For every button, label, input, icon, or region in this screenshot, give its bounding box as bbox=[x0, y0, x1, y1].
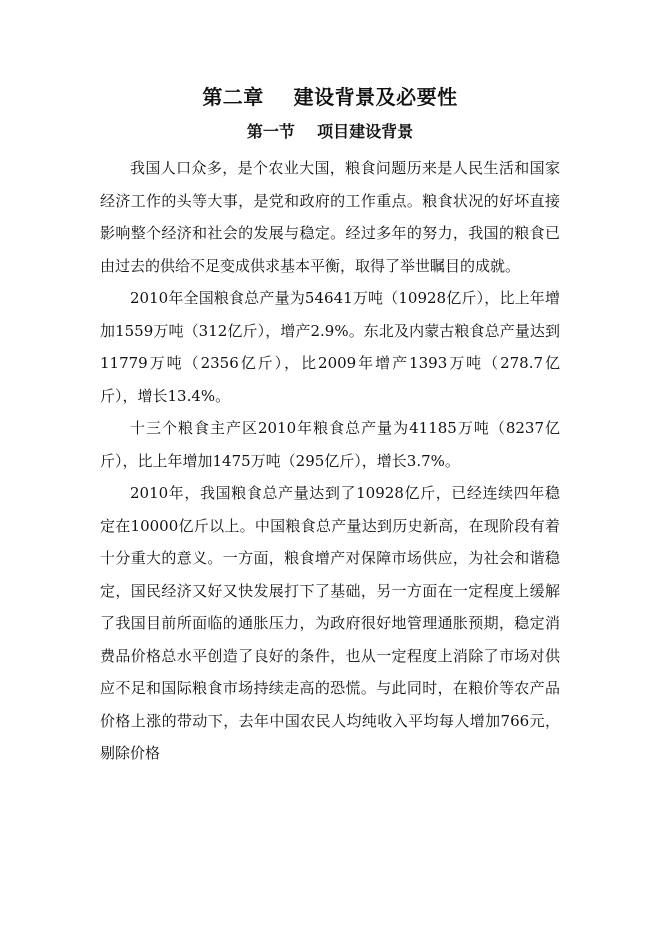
section-title: 第一节 项目建设背景 bbox=[246, 122, 414, 141]
document-page bbox=[100, 80, 560, 770]
chapter-title: 第二章 建设背景及必要性 bbox=[202, 85, 458, 109]
paragraph-national-output: 2010年全国粮食总产量为54641万吨（10928亿斤），比上年增加1559万吨（312亿斤），增产2.9%。东北及内蒙古粮食总产量达到11779万吨（2356亿斤），比2009年增产1393万吨（278.7亿斤），增长13.4%。 bbox=[100, 289, 560, 405]
paragraph-major-regions: 十三个粮食主产区2010年粮食总产量为41185万吨（8237亿斤），比上年增加1475万吨（295亿斤），增长3.7%。 bbox=[100, 419, 560, 470]
paragraph-intro: 我国人口众多，是个农业大国，粮食问题历来是人民生活和国家经济工作的头等大事，是党和政府的工作重点。粮食状况的好坏直接影响整个经济和社会的发展与稳定。经过多年的努力，我国的粮食已由过去的供给不足变成供求基本平衡，取得了举世瞩目的成就。 bbox=[100, 159, 560, 275]
paragraph-significance: 2010年，我国粮食总产量达到了10928亿斤，已经连续四年稳定在10000亿斤以上。中国粮食总产量达到历史新高，在现阶段有着十分重大的意义。一方面，粮食增产对保障市场供应，为社会和谐稳定，国民经济又好又快发展打下了基础，另一方面在一定程度上缓解了我国目前所面临的通胀压力，为政府很好地管理通胀预期，稳定消费品价格总水平创造了良好的条件，也从一定程度上消除了市场对供应不足和国际粮食市场持续走高的恐慌。与此同时，在粮价等农产品价格上涨的带动下，去年中国农民人均纯收入平均每人增加766元，剔除价格 bbox=[100, 484, 560, 762]
